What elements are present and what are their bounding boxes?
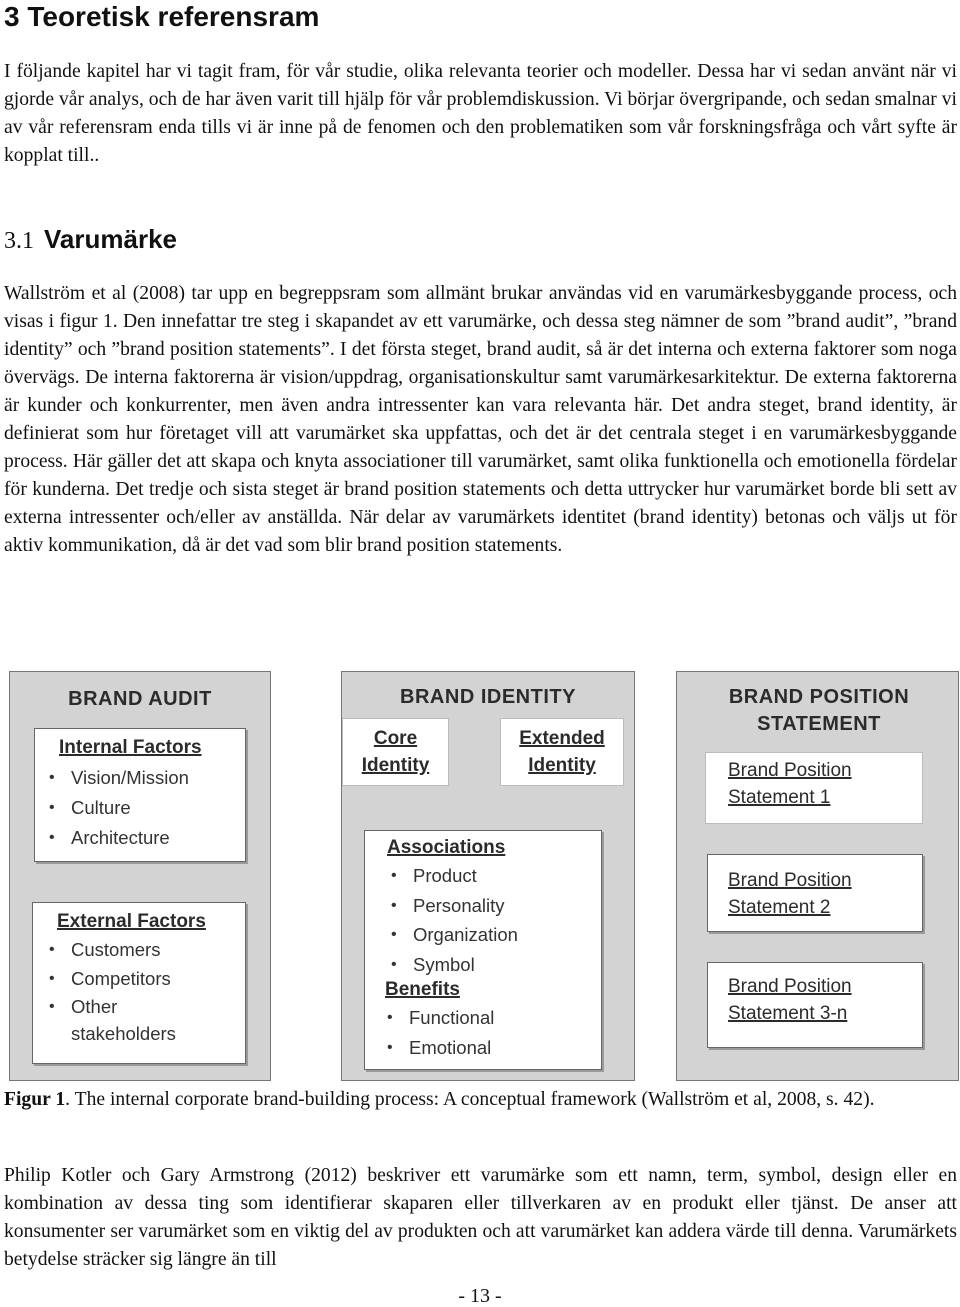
associations-list: [391, 861, 601, 979]
chapter-heading: 3 Teoretisk referensram: [4, 1, 320, 32]
list-item: • Architecture: [49, 823, 245, 853]
position-statement-2-label: Brand Position Statement 2: [728, 870, 852, 918]
list-item: • Competitors: [49, 964, 245, 993]
intro-paragraph: I följande kapitel har vi tagit fram, för vår studie, olika relevanta teorier och modeller. Dessa har vi sedan använt när vi gjorde vår analys, och de har även varit till hjälp för vår problemdiskussion. Vi börjar övergripande, och sedan smalnar vi av vår referensram enda tills vi är inne på de fenomen och den problematiken som vår forskningsfråga och vårt syfte är kopplat till..: [4, 61, 957, 166]
list-item: • Organization: [391, 920, 601, 950]
section-number: 3.1: [4, 228, 34, 254]
section-title: Varumärke: [44, 224, 177, 254]
core-identity-label: Core Identity: [361, 728, 430, 776]
external-factors-list: [49, 935, 245, 1047]
list-item: • Product: [391, 861, 601, 891]
list-item: • Vision/Mission: [49, 763, 245, 793]
figure-caption: [4, 1086, 957, 1114]
brand-audit-panel: [9, 671, 271, 1081]
brand-position-panel: [676, 671, 959, 1081]
associations-benefits-box: [364, 830, 602, 1070]
list-item: • Emotional: [387, 1033, 601, 1063]
list-item: • Symbol: [391, 950, 601, 980]
extended-identity-label: Extended Identity: [519, 728, 605, 776]
page-number: - 13 -: [458, 1285, 502, 1307]
brand-identity-title: BRAND IDENTITY: [400, 686, 576, 708]
body-paragraph-kotler: Philip Kotler och Gary Armstrong (2012) beskriver ett varumärke som ett namn, term, symbol, design eller en kombination av dessa ting som identifierar skaparen eller tillverkaren av en produkt eller tjänst. De anser att konsumenter ser varumärket som en viktig del av produkten och att varumärket kan addera värde till denna. Varumärkets betydelse sträcker sig längre än till: [4, 1165, 957, 1270]
position-statement-3-box: [707, 962, 923, 1048]
core-identity-box: [342, 718, 449, 786]
position-statement-1-box: [705, 752, 923, 824]
external-factors-title: External Factors: [57, 911, 206, 932]
position-statement-1-label: Brand Position Statement 1: [728, 760, 852, 808]
brand-position-title: BRAND POSITION STATEMENT: [728, 686, 910, 735]
benefits-title: Benefits: [385, 979, 460, 1000]
position-statement-2-box: [707, 854, 923, 932]
brand-identity-panel: [341, 671, 635, 1081]
body-paragraph-varumarke: Wallström et al (2008) tar upp en begreppsram som allmänt brukar användas vid en varumärkesbyggande process, och visas i figur 1. Den innefattar tre steg i skapandet av ett varumärke, och dessa steg nämner de som ”brand audit”, ”brand identity” och ”brand position statements”. I det första steget, brand audit, så är det interna och externa faktorer som noga övervägs. De interna faktorerna är vision/uppdrag, organisationskultur samt varumärkesarkitektur. De externa faktorerna är kunder och konkurrenter, men även andra intressenter kan vara relevanta här. Det andra steget, brand identity, är definierat som hur företaget vill att varumärket ska uppfattas, och det är det centrala steget i en varumärkesbyggande process. Här gäller det att skapa och knyta associationer till varumärket, samt olika funktionella och emotionella fördelar för kunderna. Det tredje och sista steget är brand position statements och detta uttrycker hur varumärket borde bli sett av externa intressenter och/eller av anställda. När delar av varumärkets identitet (brand identity) betonas och väljs ut för aktiv kommunikation, då är det vad som blir brand position statements.: [4, 283, 957, 556]
internal-factors-title: Internal Factors: [59, 737, 202, 758]
section-heading: [4, 222, 177, 261]
extended-identity-box: [500, 718, 624, 786]
internal-factors-list: [49, 763, 245, 853]
list-item: • Personality: [391, 891, 601, 921]
list-item: • Other stakeholders: [49, 993, 189, 1047]
figure-label: Figur 1: [4, 1089, 66, 1110]
figure-caption-text: . The internal corporate brand-building process: A conceptual framework (Wallström et al, 2008, s. 42).: [65, 1089, 875, 1110]
list-item: • Culture: [49, 793, 245, 823]
associations-title: Associations: [387, 837, 506, 858]
position-statement-3-label: Brand Position Statement 3-n: [728, 976, 852, 1024]
list-item: • Customers: [49, 935, 245, 964]
brand-audit-title: BRAND AUDIT: [68, 688, 212, 710]
benefits-list: [387, 1003, 601, 1062]
internal-factors-box: [34, 728, 246, 862]
list-item: • Functional: [387, 1003, 601, 1033]
external-factors-box: [32, 902, 246, 1064]
